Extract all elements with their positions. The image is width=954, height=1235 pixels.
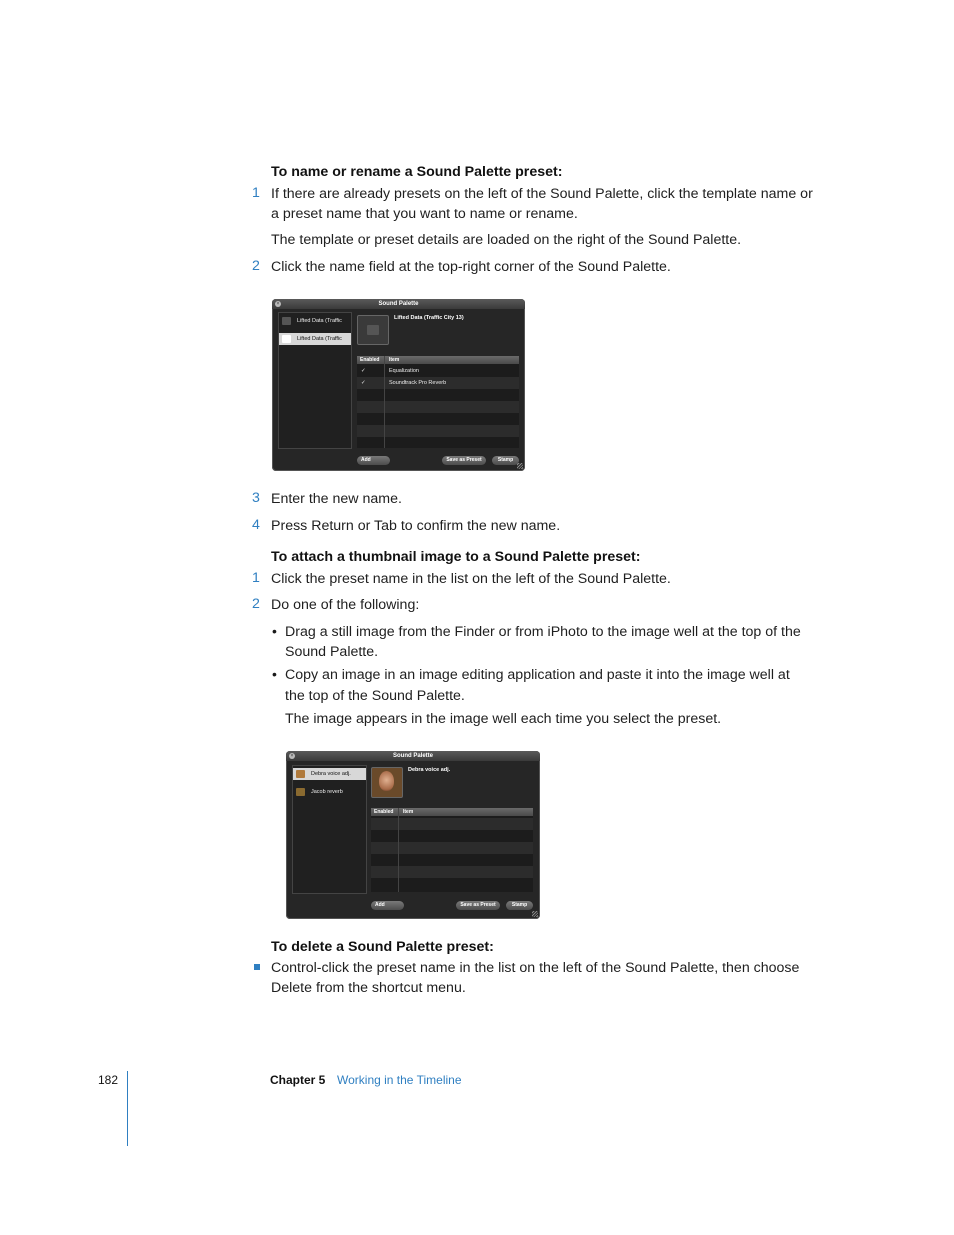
thumbnail-icon [296, 770, 305, 778]
save-as-preset-button[interactable]: Save as Preset [442, 456, 486, 465]
heading-rename: To name or rename a Sound Palette preset: [271, 164, 563, 180]
bullet-text: Control-click the preset name in the list on the left of the Sound Palette, then choose [271, 960, 800, 976]
checkbox[interactable]: ✓ [361, 380, 366, 386]
save-as-preset-button[interactable]: Save as Preset [456, 901, 500, 910]
window-title: Sound Palette [272, 299, 525, 309]
table-row [371, 818, 533, 830]
thumbnail-icon [296, 788, 305, 796]
preset-list [292, 765, 367, 894]
table-row[interactable]: ✓ Equalization [357, 365, 519, 377]
checkbox[interactable]: ✓ [361, 368, 366, 374]
stamp-button[interactable]: Stamp [492, 456, 519, 465]
step-note: The template or preset details are loaded on the right of the Sound Palette. [271, 232, 742, 248]
effects-table [357, 356, 519, 448]
step-number: 2 [252, 258, 260, 274]
effects-table [371, 808, 533, 892]
bullet-text: Delete from the shortcut menu. [271, 980, 466, 996]
window-title: Sound Palette [286, 751, 540, 761]
step-text: Do one of the following: [271, 597, 420, 613]
preset-list [278, 312, 352, 449]
heading-thumbnail: To attach a thumbnail image to a Sound Palette preset: [271, 549, 641, 565]
preset-name-field[interactable]: Debra voice adj. [408, 767, 451, 773]
table-row [371, 866, 533, 878]
column-header-item[interactable]: Item [403, 809, 414, 815]
template-icon [282, 317, 291, 325]
table-row [357, 401, 519, 413]
resize-grip-icon[interactable] [532, 911, 538, 917]
column-header-enabled[interactable]: Enabled [360, 357, 380, 363]
chapter-label: Chapter 5 [270, 1073, 326, 1087]
step-text: Click the preset name in the list on the left of the Sound Palette. [271, 571, 671, 587]
bullet-mark: • [272, 623, 277, 639]
step-number: 2 [252, 596, 260, 612]
step-number: 4 [252, 517, 260, 533]
footer-rule [127, 1071, 128, 1146]
image-well[interactable] [357, 315, 389, 345]
table-row [371, 842, 533, 854]
bullet-mark: • [272, 666, 277, 682]
step-number: 1 [252, 185, 260, 201]
bullet-text: Copy an image in an image editing application and paste it into the image well at [285, 667, 790, 683]
step-text: If there are already presets on the left of the Sound Palette, click the template name or [271, 186, 813, 202]
table-row [357, 389, 519, 401]
bullet-text: Drag a still image from the Finder or from iPhoto to the image well at the top of the [285, 624, 801, 640]
column-header-item[interactable]: Item [389, 357, 400, 363]
preset-list-item[interactable]: Debra voice adj. [293, 768, 366, 780]
close-icon[interactable]: × [276, 301, 280, 307]
preset-icon [282, 335, 291, 343]
preset-name-field[interactable]: Lifted Data (Traffic City 13) [394, 315, 464, 321]
image-well[interactable] [371, 767, 403, 798]
resize-grip-icon[interactable] [517, 463, 523, 469]
preset-list-item[interactable]: Lifted Data (Traffic [279, 315, 351, 327]
column-header-enabled[interactable]: Enabled [374, 809, 394, 815]
page-number: 182 [98, 1073, 119, 1087]
table-row [371, 830, 533, 842]
step-text: Enter the new name. [271, 491, 402, 507]
heading-delete: To delete a Sound Palette preset: [271, 939, 494, 955]
sound-palette-window-1 [272, 299, 525, 471]
bullet-text: the top of the Sound Palette. [285, 688, 465, 704]
step-text: a preset name that you want to name or rename. [271, 206, 578, 222]
table-row [371, 854, 533, 866]
table-row[interactable]: ✓ Soundtrack Pro Reverb [357, 377, 519, 389]
preset-list-item[interactable]: Jacob reverb [293, 786, 366, 798]
table-row [357, 413, 519, 425]
template-icon [367, 325, 379, 335]
bullet-square-icon [254, 964, 260, 970]
add-popup-button[interactable]: Add [357, 456, 390, 465]
step-text: Click the name field at the top-right corner of the Sound Palette. [271, 259, 671, 275]
step-number: 3 [252, 490, 260, 506]
chapter-title-link[interactable]: Working in the Timeline [337, 1073, 462, 1087]
table-header [357, 356, 519, 364]
preset-list-item[interactable]: Lifted Data (Traffic [279, 333, 351, 345]
column-divider [398, 808, 399, 892]
bullet-note: The image appears in the image well each time you select the preset. [285, 711, 722, 727]
close-icon[interactable]: × [290, 753, 294, 759]
bullet-text: Sound Palette. [285, 644, 379, 660]
sound-palette-window-2 [286, 751, 540, 919]
table-header [371, 808, 533, 816]
add-popup-button[interactable]: Add [371, 901, 404, 910]
table-row [357, 425, 519, 437]
face-thumbnail-icon [379, 771, 394, 791]
column-divider [384, 356, 385, 448]
step-number: 1 [252, 570, 260, 586]
stamp-button[interactable]: Stamp [506, 901, 533, 910]
step-text: Press Return or Tab to confirm the new name. [271, 518, 561, 534]
